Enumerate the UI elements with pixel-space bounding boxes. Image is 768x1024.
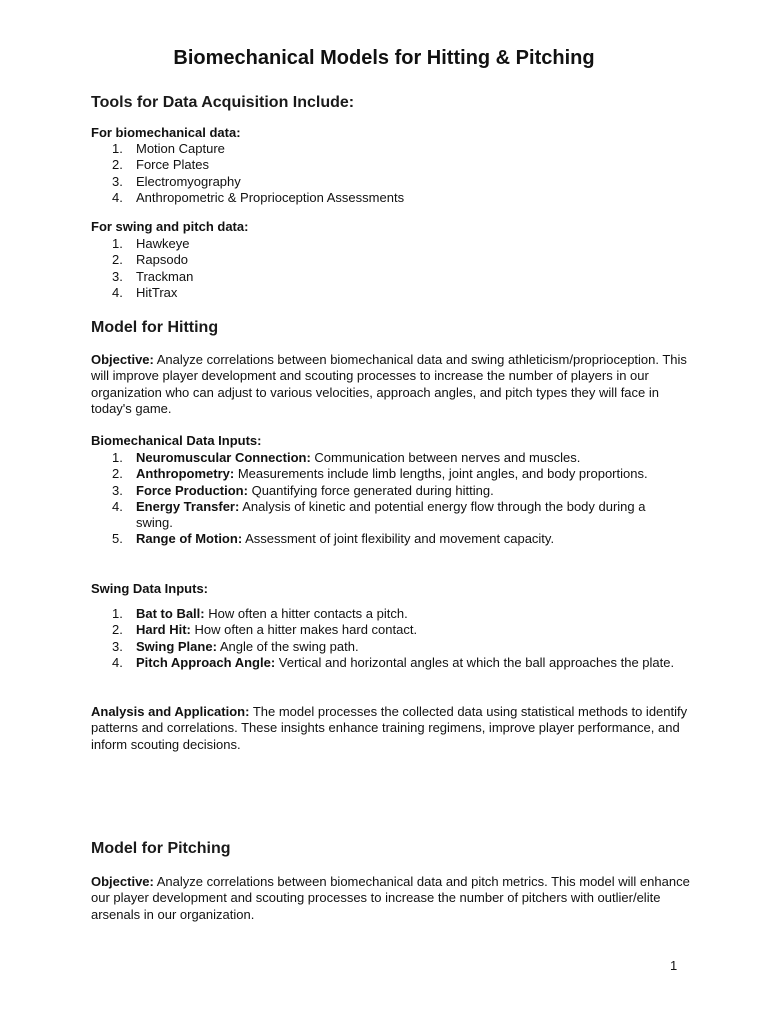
biomech-inputs-label: Biomechanical Data Inputs: (91, 433, 262, 448)
page-number: 1 (670, 958, 678, 973)
list-item: 4. Anthropometric & Proprioception Assessments (112, 189, 405, 205)
list-item: 1. Motion Capture (112, 141, 225, 156)
swing-pitch-data-label: For swing and pitch data: (91, 219, 249, 234)
list-item: 4. HitTrax (112, 284, 178, 300)
biomech-tools-list (0, 141, 681, 206)
list-item: 3. Electromyography (112, 173, 241, 189)
hitting-objective: Objective: Analyze correlations between biomechanical data and swing athleticism/proprioception. This will improve player development and scouting processes to increase the number of players in our organization who can adjust to various velocities, approach angles, and pitch types they will face in today's game. (91, 352, 687, 416)
list-item: 2. Anthropometry: Measurements include limb lengths, joint angles, and body proportions. (112, 466, 648, 482)
list-item: 1. Neuromuscular Connection: Communication between nerves and muscles. (112, 450, 581, 465)
list-item: 1. Hawkeye (112, 236, 190, 251)
biomech-inputs-list (0, 450, 681, 548)
list-item: 5. Range of Motion: Assessment of joint flexibility and movement capacity. (112, 531, 555, 547)
list-item: 3. Trackman (112, 268, 194, 284)
tools-heading: Tools for Data Acquisition Include: (91, 94, 355, 111)
page-title: Biomechanical Models for Hitting & Pitching (173, 47, 595, 69)
pitching-objective: Objective: Analyze correlations between biomechanical data and pitch metrics. This model will enhance our player development and scouting processes to increase the number of pitchers with outlier/elite arsenals in our organization. (91, 874, 690, 922)
list-item: 3. Swing Plane: Angle of the swing path. (112, 638, 359, 654)
swing-inputs-label: Swing Data Inputs: (91, 581, 209, 596)
list-item: 2. Force Plates (112, 157, 209, 173)
swing-inputs-list (0, 606, 681, 671)
list-item: 3. Force Production: Quantifying force generated during hitting. (112, 482, 494, 498)
list-item: 4. Pitch Approach Angle: Vertical and horizontal angles at which the ball approaches the plate. (112, 654, 675, 670)
pitching-heading: Model for Pitching (91, 840, 231, 857)
biomech-data-label: For biomechanical data: (91, 125, 241, 140)
list-item: 4. Energy Transfer: Analysis of kinetic and potential energy flow through the body during a swing. (112, 498, 646, 531)
analysis-application: Analysis and Application: The model processes the collected data using statistical methods to identify patterns and correlations. These insights enhance training regimens, improve player performance, and inform scouting decisions. (91, 704, 688, 752)
swing-pitch-tools-list (0, 236, 681, 301)
list-item: 2. Rapsodo (112, 252, 189, 268)
hitting-heading: Model for Hitting (91, 319, 219, 336)
list-item: 1. Bat to Ball: How often a hitter contacts a pitch. (112, 606, 408, 621)
list-item: 2. Hard Hit: How often a hitter makes hard contact. (112, 622, 418, 638)
